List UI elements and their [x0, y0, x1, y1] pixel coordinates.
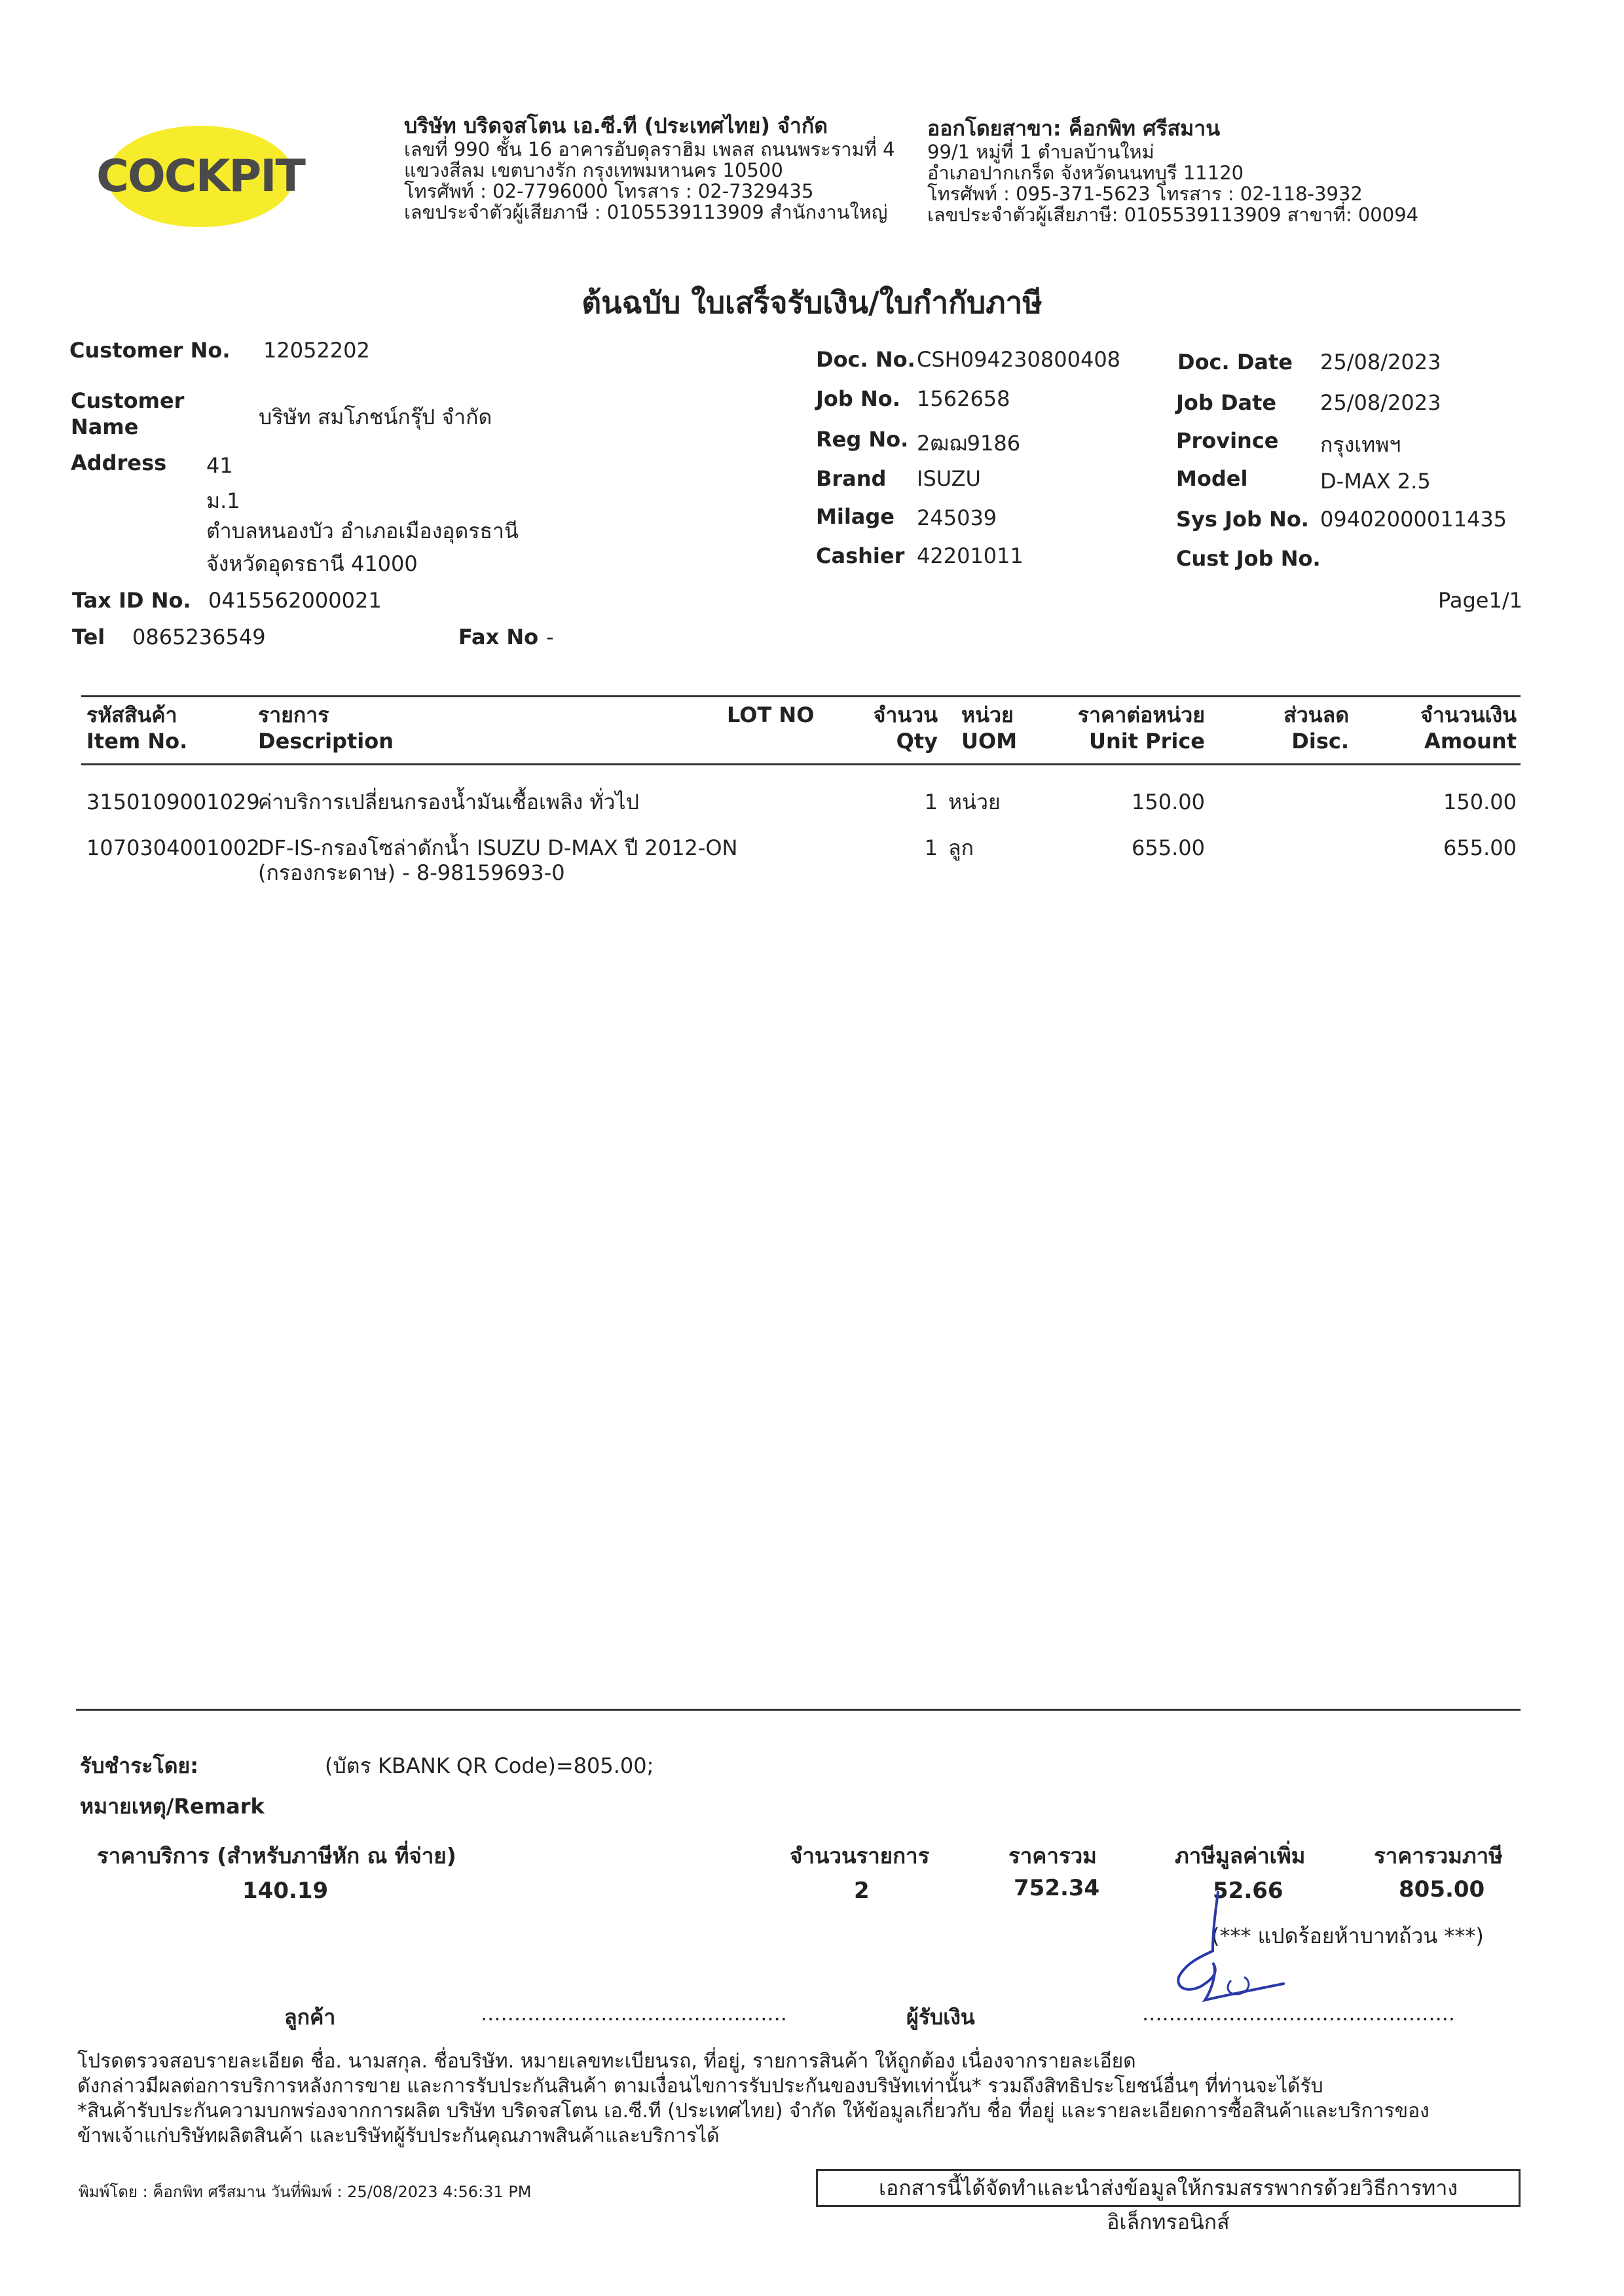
doc-no-label: Doc. No.	[816, 347, 915, 372]
table-top-rule	[81, 695, 1521, 697]
doc-no: CSH094230800408	[917, 347, 1121, 372]
row1-unit-price: 150.00	[1132, 790, 1205, 814]
payment-method: (บัตร KBANK QR Code)=805.00;	[325, 1753, 654, 1778]
header-lot: LOT NO	[727, 702, 815, 727]
customer-signature-label: ลูกค้า	[284, 2005, 336, 2030]
row1-amount: 150.00	[1443, 790, 1517, 814]
company-info	[404, 113, 895, 223]
cashier-label: Cashier	[816, 543, 905, 568]
customer-name: บริษัท สมโภชน์กรุ๊ป จำกัด	[259, 405, 492, 429]
table-header-rule	[81, 763, 1521, 765]
document-title: ต้นฉบับ ใบเสร็จรับเงิน/ใบกำกับภาษี	[581, 285, 1043, 320]
customer-name-label: Customer Name	[71, 388, 185, 439]
company-address-1: เลขที่ 990 ชั้น 16 อาคารอับดุลราฮิม เพลส ถนนพระรามที่ 4	[404, 138, 895, 160]
milage-label: Milage	[816, 504, 895, 529]
cust-job-label: Cust Job No.	[1176, 546, 1321, 571]
province: กรุงเทพฯ	[1320, 432, 1401, 457]
header-qty: จำนวน Qty	[873, 702, 938, 754]
logo-text: COCKPIT	[96, 151, 304, 202]
row2-item-no: 1070304001002	[86, 835, 260, 860]
address-line-3: ตำบลหนองบัว อำเภอเมืองอุดรธานี	[206, 519, 519, 543]
header-discount: ส่วนลด Disc.	[1283, 702, 1349, 754]
address-line-4: จังหวัดอุดรธานี 41000	[206, 551, 418, 576]
brand-label: Brand	[816, 466, 887, 491]
page-number: Page1/1	[1438, 588, 1522, 613]
tax-id-label: Tax ID No.	[72, 588, 191, 613]
vat-label: ภาษีมูลค่าเพิ่ม	[1175, 1843, 1306, 1868]
job-date: 25/08/2023	[1320, 390, 1441, 415]
receiver-signature-label: ผู้รับเงิน	[906, 2005, 975, 2030]
cashier: 42201011	[917, 543, 1024, 568]
branch-tax-id: เลขประจำตัวผู้เสียภาษี: 0105539113909 สาขาที่: 00094	[927, 204, 1419, 226]
sys-job-label: Sys Job No.	[1176, 507, 1309, 532]
model-label: Model	[1176, 466, 1248, 491]
handwritten-signature	[1153, 1886, 1297, 2016]
company-tax-id: เลขประจำตัวผู้เสียภาษี : 0105539113909 สำนักงานใหญ่	[404, 201, 888, 223]
province-label: Province	[1176, 428, 1279, 453]
doc-date: 25/08/2023	[1320, 350, 1441, 374]
subtotal: 752.34	[1014, 1875, 1100, 1901]
vat: 52.66	[1213, 1878, 1283, 1904]
job-no-label: Job No.	[816, 386, 900, 411]
brand: ISUZU	[917, 466, 981, 491]
branch-address-2: อำเภอปากเกร็ด จังหวัดนนทบุรี 11120	[927, 162, 1244, 184]
printed-by: พิมพ์โดย : ค็อกพิท ศรีสมาน วันที่พิมพ์ : 25/08/2023 4:56:31 PM	[79, 2183, 532, 2201]
row2-uom: ลูก	[948, 835, 974, 860]
reg-no-label: Reg No.	[816, 427, 909, 452]
grand-total: 805.00	[1399, 1876, 1485, 1903]
row2-description: DF-IS-กรองโซล่าดักน้ำ ISUZU D-MAX ปี 2012-ON (กรองกระดาษ) - 8-98159693-0	[258, 835, 738, 885]
tel-label: Tel	[72, 625, 105, 649]
company-address-2: แขวงสีลม เขตบางรัก กรุงเทพมหานคร 10500	[404, 159, 783, 181]
payment-label: รับชำระโดย:	[80, 1753, 199, 1778]
address-line-2: ม.1	[206, 488, 240, 513]
milage: 245039	[917, 505, 997, 530]
grand-total-label: ราคารวมภาษี	[1374, 1843, 1503, 1868]
remark-label: หมายเหตุ/Remark	[80, 1794, 265, 1819]
header-uom: หน่วย UOM	[961, 702, 1018, 754]
customer-signature-line: ..............................................	[481, 2001, 787, 2026]
row1-uom: หน่วย	[948, 790, 1001, 814]
company-phone: โทรศัพท์ : 02-7796000 โทรสาร : 02-7329435	[404, 180, 814, 202]
subtotal-label: ราคารวม	[1008, 1843, 1097, 1868]
header-item: รหัสสินค้า Item No.	[86, 702, 188, 754]
tel: 0865236549	[132, 625, 266, 649]
row1-qty: 1	[924, 790, 938, 814]
fax-label: Fax No	[458, 625, 539, 649]
row2-qty: 1	[924, 835, 938, 860]
header-amount: จำนวนเงิน Amount	[1420, 702, 1517, 754]
fax: -	[546, 625, 554, 649]
company-logo	[96, 126, 304, 227]
job-no: 1562658	[917, 386, 1010, 411]
terms-notes: โปรดตรวจสอบรายละเอียด ชื่อ. นามสกุล. ชื่อบริษัท. หมายเลขทะเบียนรถ, ที่อยู่, รายการสินค้า ให้ถูกต้อง เนื่องจากรายละเอียด ดังกล่าวมีผลต่อการบริการหลังการขาย และการรับประกันสินค้า ตามเงื่อนไขการรับประกันของบริษัทเท่านั้น* รวมถึงสิทธิประโยชน์อื่นๆ ที่ท่านจะได้รับ *สินค้ารับประกันความบกพร่องจากการผลิต บริษัท บริดจสโตน เอ.ซี.ที (ประเทศไทย) จำกัด ให้ข้อมูลเกี่ยวกับ ชื่อ ที่อยู่ และรายละเอียดการซื้อสินค้าและบริการของ ข้าพเจ้าแก่บริษัทผลิตสินค้า และบริษัทผู้รับประกันคุณภาพสินค้าและบริการได้	[77, 2050, 1430, 2147]
receiver-signature-line: ...............................................	[1142, 2001, 1456, 2026]
item-count-label: จำนวนรายการ	[790, 1843, 930, 1868]
customer-no: 12052202	[263, 338, 370, 363]
job-date-label: Job Date	[1176, 390, 1277, 415]
row1-item-no: 3150109001029	[86, 790, 260, 814]
branch-name: ออกโดยสาขา: ค็อกพิท ศรีสมาน	[927, 116, 1221, 141]
company-name: บริษัท บริดจสโตน เอ.ซี.ที (ประเทศไทย) จำกัด	[404, 113, 828, 138]
branch-info	[927, 115, 1418, 225]
item-count: 2	[854, 1878, 870, 1904]
header-unit-price: ราคาต่อหน่วย Unit Price	[1077, 702, 1205, 754]
header-description: รายการ Description	[258, 702, 394, 754]
model: D-MAX 2.5	[1320, 469, 1431, 494]
branch-phone: โทรศัพท์ : 095-371-5623 โทรสาร : 02-118-3932	[927, 183, 1363, 205]
row2-unit-price: 655.00	[1132, 835, 1205, 860]
row2-amount: 655.00	[1443, 835, 1517, 860]
sys-job: 09402000011435	[1320, 507, 1507, 532]
address-line-1: 41	[206, 453, 233, 478]
doc-date-label: Doc. Date	[1177, 350, 1293, 374]
branch-address-1: 99/1 หมู่ที่ 1 ตำบลบ้านใหม่	[927, 141, 1154, 163]
table-bottom-rule	[76, 1709, 1521, 1711]
service-price: 140.19	[242, 1878, 329, 1904]
total-in-words: (*** แปดร้อยห้าบาทถ้วน ***)	[1211, 1923, 1484, 1948]
service-price-label: ราคาบริการ (สำหรับภาษีหัก ณ ที่จ่าย)	[97, 1843, 456, 1868]
tax-id: 0415562000021	[208, 588, 382, 613]
row1-description: ค่าบริการเปลี่ยนกรองน้ำมันเชื้อเพลิง ทั่วไป	[258, 790, 639, 814]
e-document-notice: เอกสารนี้ได้จัดทำและนำส่งข้อมูลให้กรมสรรพากรด้วยวิธีการทางอิเล็กทรอนิกส์	[816, 2169, 1521, 2207]
customer-no-label: Customer No.	[69, 338, 231, 363]
address-label: Address	[71, 450, 167, 475]
reg-no: 2ฒฌ9186	[917, 431, 1021, 456]
